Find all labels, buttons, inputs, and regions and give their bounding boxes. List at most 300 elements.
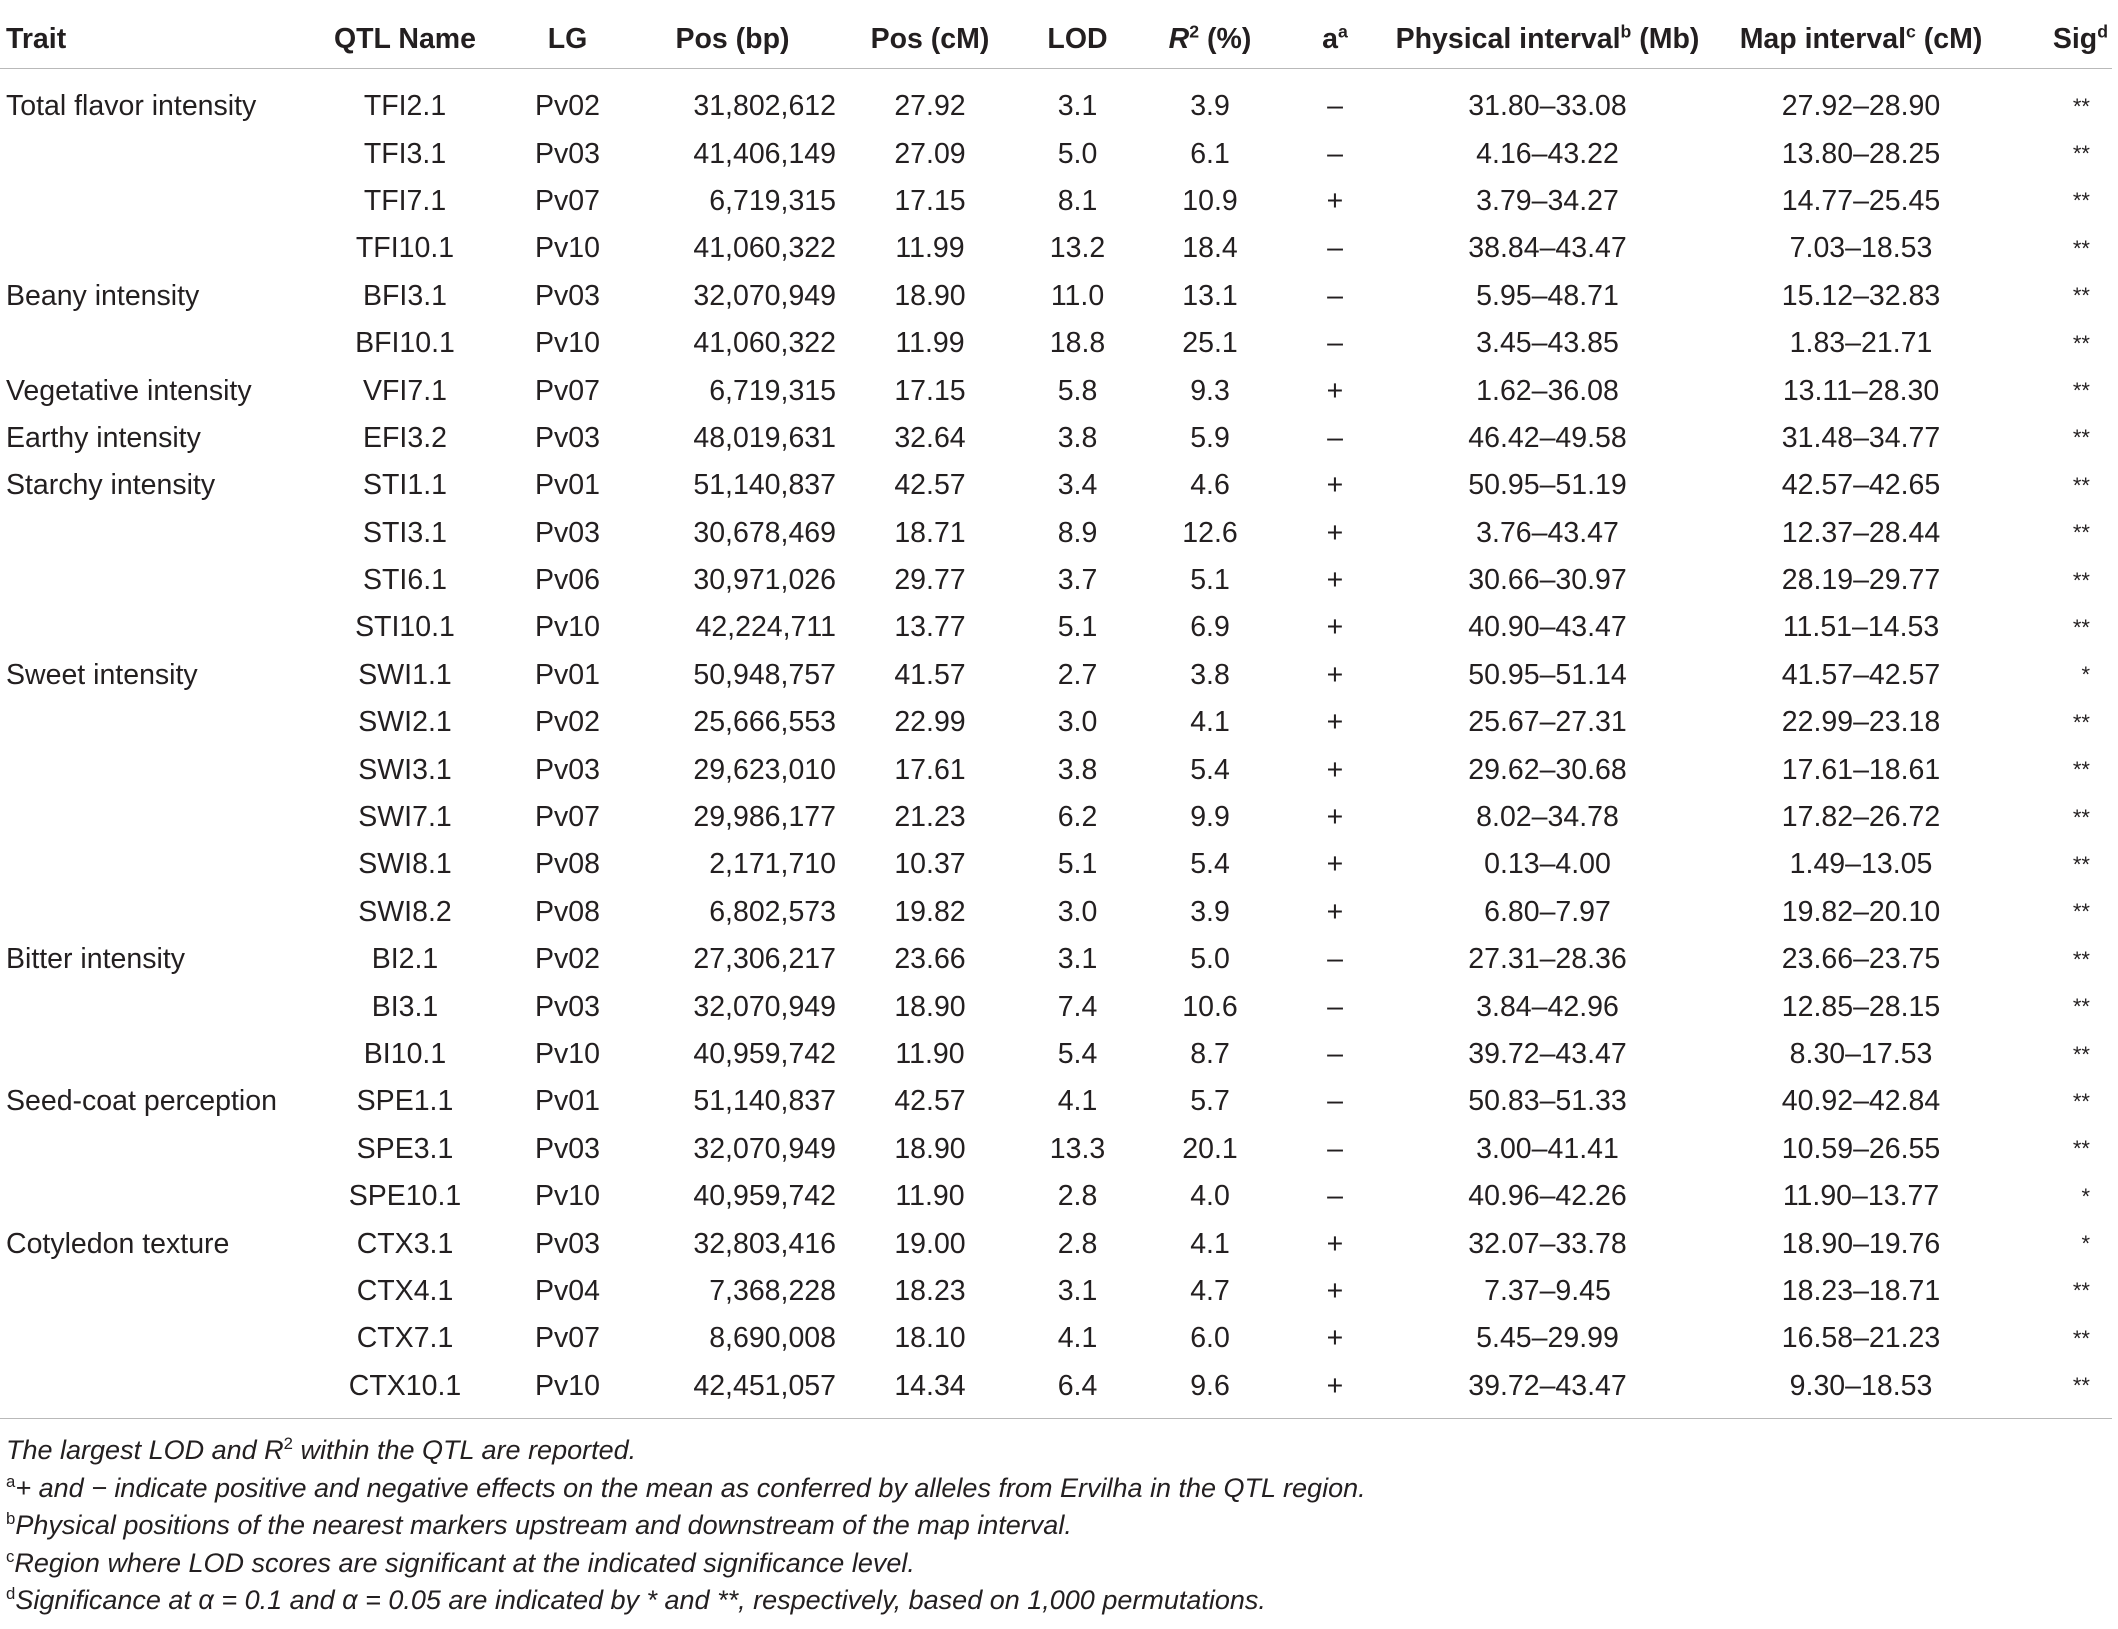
cell-lod: 4.1 (1057, 1322, 1098, 1355)
cell-trait: Total flavor intensity (6, 90, 257, 123)
cell-qtl-name: VFI7.1 (363, 374, 447, 407)
cell-pos-bp: 6,802,573 (709, 895, 836, 928)
cell-physical-interval: 7.37–9.45 (1484, 1274, 1611, 1307)
cell-pos-cm: 18.10 (894, 1322, 966, 1355)
cell-lg: Pv03 (535, 516, 600, 549)
cell-pos-bp: 32,070,949 (693, 1132, 836, 1165)
header-pos-cm: Pos (cM) (840, 10, 1020, 69)
table-row (0, 841, 2112, 888)
cell-map-interval: 31.48–34.77 (1781, 421, 1941, 454)
cell-effect-sign: + (1326, 516, 1344, 549)
cell-lg: Pv03 (535, 421, 600, 454)
cell-significance: ** (2072, 235, 2090, 261)
cell-r2: 3.9 (1190, 895, 1230, 928)
table-row (0, 320, 2112, 367)
table-row (0, 1031, 2112, 1078)
cell-qtl-name: CTX3.1 (356, 1227, 454, 1260)
cell-pos-bp: 40,959,742 (693, 1038, 836, 1070)
cell-trait: Starchy intensity (6, 469, 216, 502)
cell-lg: Pv10 (535, 1038, 600, 1070)
cell-significance: ** (2072, 614, 2090, 640)
cell-physical-interval: 32.07–33.78 (1468, 1227, 1627, 1260)
table-row (0, 225, 2112, 272)
cell-pos-bp: 32,070,949 (693, 990, 836, 1023)
cell-qtl-name: CTX10.1 (300, 1363, 510, 1419)
cell-qtl-name: SWI1.1 (358, 658, 452, 691)
cell-r2: 4.1 (1190, 706, 1230, 739)
footnote-d-marker: d (6, 1584, 16, 1604)
cell-pos-cm: 41.57 (894, 658, 966, 691)
cell-pos-cm: 18.90 (894, 1132, 966, 1165)
table-row (0, 889, 2112, 936)
cell-lg: Pv03 (535, 279, 600, 312)
cell-lod: 3.4 (1057, 469, 1098, 502)
cell-r2: 18.4 (1182, 232, 1238, 265)
cell-trait: Cotyledon texture (6, 1227, 230, 1260)
cell-r2: 4.0 (1190, 1180, 1230, 1213)
cell-physical-interval: 38.84–43.47 (1468, 232, 1627, 265)
cell-pos-bp: 50,948,757 (693, 658, 836, 691)
cell-significance: ** (2072, 1136, 2090, 1162)
cell-physical-interval: 3.00–41.41 (1476, 1132, 1619, 1165)
header-sig-base: Sig (2052, 22, 2098, 55)
cell-significance: ** (2072, 378, 2090, 404)
cell-physical-interval: 5.95–48.71 (1476, 279, 1619, 312)
table-row (0, 1363, 2112, 1419)
cell-lg: Pv10 (535, 232, 600, 265)
cell-lod: 7.4 (1057, 990, 1098, 1023)
table-row (0, 1173, 2112, 1220)
cell-trait (0, 1268, 300, 1315)
cell-qtl-name: BFI10.1 (355, 327, 455, 360)
cell-lg: Pv03 (535, 1227, 600, 1260)
cell-lg: Pv07 (535, 374, 600, 407)
cell-pos-cm: 18.23 (894, 1274, 966, 1307)
cell-r2: 5.1 (1190, 564, 1230, 597)
cell-physical-interval: 25.67–27.31 (1468, 706, 1627, 739)
header-pos-bp: Pos (bp) (625, 10, 840, 69)
cell-significance: * (2081, 662, 2090, 688)
cell-r2: 25.1 (1182, 327, 1238, 360)
cell-r2: 5.4 (1190, 848, 1230, 881)
cell-qtl-name: CTX4.1 (356, 1274, 454, 1307)
cell-pos-cm: 17.61 (894, 753, 966, 786)
table-row (0, 130, 2112, 177)
cell-pos-cm: 17.15 (894, 184, 966, 217)
cell-trait (0, 320, 300, 367)
header-lg: LG (510, 10, 625, 69)
cell-effect-sign: – (1327, 421, 1343, 454)
cell-trait (0, 510, 300, 557)
cell-r2: 10.6 (1182, 990, 1238, 1023)
header-map-unit: (cM) (1915, 22, 1983, 55)
cell-physical-interval: 50.95–51.14 (1468, 658, 1627, 691)
cell-map-interval: 23.66–23.75 (1781, 943, 1941, 976)
cell-lod: 3.8 (1057, 753, 1098, 786)
cell-lod: 4.1 (1057, 1085, 1098, 1118)
cell-qtl-name: TFI3.1 (363, 137, 447, 170)
cell-pos-bp: 41,406,149 (693, 137, 836, 170)
cell-trait: Bitter intensity (6, 943, 185, 976)
cell-map-interval: 22.99–23.18 (1781, 706, 1941, 739)
table-row (0, 510, 2112, 557)
cell-pos-cm: 23.66 (894, 943, 966, 976)
cell-pos-cm: 27.09 (894, 137, 966, 170)
header-trait: Trait (0, 10, 300, 69)
cell-effect-sign: + (1326, 564, 1344, 597)
cell-significance: ** (2012, 1363, 2112, 1419)
cell-pos-bp: 7,368,228 (709, 1274, 836, 1307)
cell-physical-interval: 39.72–43.47 (1385, 1363, 1710, 1419)
cell-qtl-name: TFI7.1 (363, 184, 447, 217)
footnote-b-marker: b (6, 1509, 16, 1529)
cell-lod: 2.8 (1057, 1180, 1098, 1213)
footnote-a (6, 1470, 1366, 1508)
cell-pos-cm: 21.23 (894, 801, 966, 834)
header-map-base: Map interval (1739, 22, 1906, 55)
cell-lod: 3.0 (1057, 895, 1098, 928)
cell-map-interval: 17.82–26.72 (1781, 801, 1941, 834)
cell-physical-interval: 30.66–30.97 (1468, 564, 1627, 597)
cell-qtl-name: STI1.1 (363, 469, 447, 502)
table-row (0, 557, 2112, 604)
table-row (0, 178, 2112, 225)
cell-trait (0, 746, 300, 793)
cell-pos-cm: 11.90 (895, 1180, 965, 1213)
cell-r2: 6.9 (1190, 611, 1230, 644)
cell-lg: Pv03 (535, 1132, 600, 1165)
cell-map-interval: 16.58–21.23 (1781, 1322, 1941, 1355)
cell-significance: ** (2072, 283, 2090, 309)
cell-effect-sign: – (1327, 90, 1343, 123)
header-row (0, 10, 2112, 69)
cell-map-interval: 27.92–28.90 (1781, 90, 1941, 123)
cell-r2: 8.7 (1190, 1038, 1230, 1070)
cell-trait: Sweet intensity (6, 658, 198, 691)
cell-lod: 11.0 (1050, 279, 1105, 312)
cell-lod: 5.4 (1057, 1038, 1098, 1070)
cell-lg: Pv02 (535, 706, 600, 739)
header-map-sup: c (1905, 21, 1916, 41)
cell-lg: Pv02 (535, 943, 600, 976)
table-row (0, 69, 2112, 131)
cell-lod: 3.7 (1057, 564, 1098, 597)
cell-pos-bp: 51,140,837 (693, 1085, 836, 1118)
cell-significance: ** (2072, 946, 2090, 972)
header-lod: LOD (1020, 10, 1135, 69)
header-phys-unit: (Mb) (1631, 22, 1700, 55)
table-row (0, 983, 2112, 1030)
cell-pos-bp: 29,623,010 (693, 753, 836, 786)
cell-significance: ** (2072, 1041, 2090, 1067)
cell-r2: 4.7 (1190, 1274, 1230, 1307)
cell-pos-bp: 48,019,631 (693, 421, 836, 454)
cell-pos-cm: 10.37 (894, 848, 966, 881)
cell-trait (0, 604, 300, 651)
cell-trait (0, 1126, 300, 1173)
footnote-a-text: + and − indicate positive and negative effects on the mean as conferred by alleles from Ervilha in the QTL region. (15, 1472, 1366, 1503)
cell-r2: 5.0 (1190, 943, 1230, 976)
header-qtl-name: QTL Name (300, 10, 510, 69)
cell-effect-sign: – (1327, 1180, 1343, 1213)
cell-pos-cm: 13.77 (894, 611, 966, 644)
cell-r2: 5.7 (1190, 1085, 1230, 1118)
cell-physical-interval: 8.02–34.78 (1476, 801, 1619, 834)
cell-r2: 6.0 (1190, 1322, 1230, 1355)
footnote-c-text: Region where LOD scores are significant at the indicated significance level. (14, 1547, 915, 1578)
cell-lg: Pv03 (535, 753, 600, 786)
cell-qtl-name: BFI3.1 (363, 279, 447, 312)
cell-lod: 2.8 (1057, 1227, 1098, 1260)
cell-significance: ** (2072, 567, 2090, 593)
header-r2-unit: (%) (1199, 22, 1252, 55)
cell-lg: Pv10 (535, 327, 600, 360)
cell-pos-cm: 19.82 (894, 895, 966, 928)
cell-lg: Pv02 (535, 90, 600, 123)
footnote-b (6, 1507, 1366, 1545)
cell-effect-sign: – (1327, 232, 1343, 265)
cell-significance: ** (2072, 520, 2090, 546)
cell-map-interval: 11.90–13.77 (1782, 1180, 1940, 1213)
cell-effect-sign: + (1326, 184, 1344, 217)
cell-pos-bp: 41,060,322 (693, 232, 836, 265)
cell-pos-cm: 14.34 (840, 1363, 1020, 1419)
cell-effect-sign: + (1326, 706, 1344, 739)
cell-physical-interval: 3.76–43.47 (1476, 516, 1619, 549)
cell-trait (0, 699, 300, 746)
footnote-general-pre: The largest LOD and R (6, 1435, 284, 1465)
cell-effect-sign: + (1326, 895, 1344, 928)
cell-pos-bp: 30,678,469 (693, 516, 836, 549)
footnote-a-marker: a (6, 1471, 16, 1491)
cell-qtl-name: SWI2.1 (358, 706, 452, 739)
cell-pos-bp: 30,971,026 (693, 564, 836, 597)
cell-map-interval: 13.11–28.30 (1782, 374, 1940, 407)
header-map-interval (1710, 10, 2012, 69)
cell-lg: Pv03 (535, 990, 600, 1023)
cell-qtl-name: TFI2.1 (363, 90, 447, 123)
cell-map-interval: 13.80–28.25 (1781, 137, 1941, 170)
cell-significance: ** (2072, 1325, 2090, 1351)
cell-physical-interval: 31.80–33.08 (1468, 90, 1627, 123)
cell-pos-cm: 18.90 (894, 990, 966, 1023)
cell-qtl-name: STI3.1 (363, 516, 447, 549)
cell-physical-interval: 3.79–34.27 (1476, 184, 1619, 217)
cell-significance: ** (2072, 757, 2090, 783)
cell-lod: 2.7 (1057, 658, 1098, 691)
cell-physical-interval: 5.45–29.99 (1476, 1322, 1619, 1355)
cell-effect-sign: – (1327, 1085, 1343, 1118)
cell-pos-bp: 40,959,742 (693, 1180, 836, 1213)
cell-pos-cm: 18.90 (894, 279, 966, 312)
cell-trait (0, 889, 300, 936)
cell-pos-cm: 27.92 (894, 90, 966, 123)
footnote-d (6, 1582, 1366, 1620)
qtl-table (0, 10, 2112, 1419)
cell-lg: Pv10 (510, 1363, 625, 1419)
cell-physical-interval: 29.62–30.68 (1468, 753, 1627, 786)
cell-r2: 20.1 (1182, 1132, 1238, 1165)
cell-lg: Pv01 (535, 658, 600, 691)
table-row (0, 604, 2112, 651)
table-row (0, 1220, 2112, 1267)
cell-pos-bp: 42,451,057 (625, 1363, 840, 1419)
cell-effect-sign: + (1326, 469, 1344, 502)
cell-trait (0, 557, 300, 604)
cell-lg: Pv08 (535, 895, 600, 928)
cell-lod: 3.1 (1057, 943, 1098, 976)
table-row (0, 794, 2112, 841)
cell-r2: 5.9 (1190, 421, 1230, 454)
header-a-sup: a (1338, 21, 1348, 41)
cell-physical-interval: 6.80–7.97 (1484, 895, 1611, 928)
cell-effect-sign: + (1326, 1274, 1344, 1307)
cell-significance: * (2081, 1183, 2090, 1209)
cell-map-interval: 12.85–28.15 (1781, 990, 1941, 1023)
footnote-general-post: within the QTL are reported. (292, 1435, 637, 1465)
footnote-d-text: Significance at α = 0.1 and α = 0.05 are indicated by * and **, respectively, based on 1,000 permutations. (15, 1585, 1266, 1616)
cell-pos-bp: 32,070,949 (693, 279, 836, 312)
cell-map-interval: 18.90–19.76 (1781, 1227, 1941, 1260)
cell-trait: Earthy intensity (6, 421, 201, 454)
cell-r2: 9.9 (1190, 801, 1230, 834)
cell-physical-interval: 27.31–28.36 (1468, 943, 1627, 976)
cell-r2: 12.6 (1182, 516, 1238, 549)
cell-lg: Pv08 (535, 848, 600, 881)
cell-significance: * (2081, 1231, 2090, 1257)
table-body (0, 69, 2112, 1419)
table-row (0, 746, 2112, 793)
cell-physical-interval: 40.90–43.47 (1468, 611, 1627, 644)
cell-qtl-name: BI10.1 (363, 1038, 447, 1070)
cell-significance: ** (2072, 141, 2090, 167)
footnote-general-sup: 2 (283, 1434, 293, 1453)
cell-trait (0, 1173, 300, 1220)
cell-trait (0, 225, 300, 272)
cell-map-interval: 42.57–42.65 (1781, 469, 1941, 502)
cell-lod: 3.1 (1057, 1274, 1098, 1307)
cell-effect-sign: + (1326, 1322, 1344, 1355)
cell-effect-sign: + (1326, 658, 1344, 691)
cell-trait (0, 983, 300, 1030)
cell-effect-sign: – (1327, 943, 1343, 976)
cell-lg: Pv07 (535, 801, 600, 834)
cell-effect-sign: – (1327, 1038, 1343, 1070)
cell-significance: ** (2072, 1088, 2090, 1114)
cell-lod: 5.0 (1057, 137, 1098, 170)
cell-trait (0, 1031, 300, 1078)
cell-map-interval: 12.37–28.44 (1781, 516, 1941, 549)
cell-map-interval: 7.03–18.53 (1789, 232, 1933, 265)
table-row (0, 1126, 2112, 1173)
cell-significance: ** (2072, 709, 2090, 735)
footnote-c (6, 1545, 1366, 1583)
cell-qtl-name: SPE10.1 (348, 1180, 462, 1213)
cell-effect-sign: + (1326, 801, 1344, 834)
cell-physical-interval: 3.84–42.96 (1476, 990, 1619, 1023)
cell-lod: 3.0 (1057, 706, 1098, 739)
cell-r2: 6.1 (1190, 137, 1230, 170)
cell-r2: 13.1 (1182, 279, 1238, 312)
table-row (0, 415, 2112, 462)
cell-effect-sign: – (1327, 279, 1343, 312)
cell-significance: ** (2072, 804, 2090, 830)
cell-lod: 3.1 (1057, 90, 1098, 123)
cell-pos-bp: 32,803,416 (693, 1227, 836, 1260)
header-phys-base: Physical interval (1395, 22, 1621, 55)
table-row (0, 367, 2112, 414)
cell-r2: 5.4 (1190, 753, 1230, 786)
table-row (0, 1078, 2112, 1125)
cell-significance: ** (2072, 330, 2090, 356)
table-row (0, 936, 2112, 983)
cell-lod: 5.1 (1057, 848, 1098, 881)
cell-physical-interval: 46.42–49.58 (1468, 421, 1627, 454)
cell-pos-cm: 11.90 (895, 1038, 965, 1070)
cell-pos-bp: 29,986,177 (693, 801, 836, 834)
cell-lod: 5.1 (1057, 611, 1098, 644)
cell-significance: ** (2072, 188, 2090, 214)
cell-trait: Beany intensity (6, 279, 200, 312)
header-r2-letter: R (1168, 22, 1190, 55)
cell-qtl-name: TFI10.1 (355, 232, 455, 265)
cell-effect-sign: – (1327, 1132, 1343, 1165)
cell-effect-sign: – (1327, 327, 1343, 360)
table-row (0, 1268, 2112, 1315)
cell-trait (0, 841, 300, 888)
cell-qtl-name: BI2.1 (371, 943, 439, 976)
cell-qtl-name: SWI3.1 (358, 753, 452, 786)
cell-pos-bp: 2,171,710 (709, 848, 836, 881)
cell-lod: 6.2 (1057, 801, 1098, 834)
cell-significance: ** (2072, 472, 2090, 498)
cell-r2: 10.9 (1182, 184, 1238, 217)
cell-lod: 8.9 (1057, 516, 1098, 549)
cell-qtl-name: EFI3.2 (363, 421, 447, 454)
table-footnotes (6, 1432, 1366, 1620)
table-row (0, 462, 2112, 509)
cell-qtl-name: SWI7.1 (358, 801, 452, 834)
cell-r2: 4.6 (1190, 469, 1230, 502)
cell-map-interval: 8.30–17.53 (1789, 1038, 1933, 1070)
cell-effect-sign: + (1326, 753, 1344, 786)
cell-r2: 4.1 (1190, 1227, 1230, 1260)
cell-lod: 5.8 (1057, 374, 1098, 407)
cell-physical-interval: 4.16–43.22 (1476, 137, 1619, 170)
cell-lg: Pv06 (535, 564, 600, 597)
cell-lg: Pv01 (535, 1085, 600, 1118)
cell-pos-cm: 42.57 (894, 469, 966, 502)
cell-lod: 13.3 (1049, 1132, 1106, 1165)
cell-r2: 9.6 (1135, 1363, 1285, 1419)
cell-pos-cm: 11.99 (895, 232, 965, 265)
cell-pos-cm: 11.99 (895, 327, 965, 360)
cell-effect-sign: – (1327, 137, 1343, 170)
cell-pos-bp: 51,140,837 (693, 469, 836, 502)
footnote-b-text: Physical positions of the nearest markers upstream and downstream of the map interval. (15, 1510, 1072, 1541)
cell-pos-bp: 41,060,322 (693, 327, 836, 360)
cell-pos-bp: 6,719,315 (709, 184, 836, 217)
cell-map-interval: 11.51–14.53 (1782, 611, 1940, 644)
cell-r2: 3.8 (1190, 658, 1230, 691)
cell-qtl-name: SPE1.1 (356, 1085, 454, 1118)
cell-pos-cm: 29.77 (894, 564, 966, 597)
cell-effect-sign: + (1326, 1227, 1344, 1260)
table-row (0, 652, 2112, 699)
cell-qtl-name: BI3.1 (371, 990, 439, 1023)
header-phys-sup: b (1620, 21, 1632, 41)
footnote-c-marker: c (6, 1546, 15, 1566)
